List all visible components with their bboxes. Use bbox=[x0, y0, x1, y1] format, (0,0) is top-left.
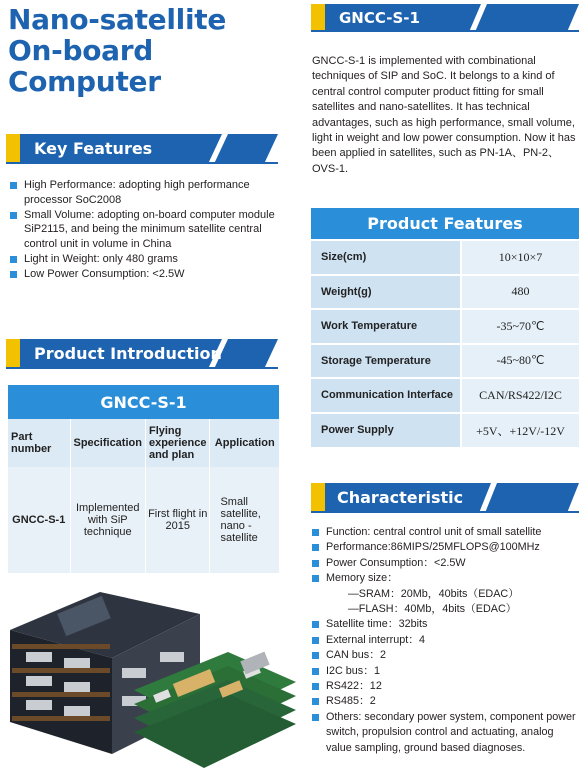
list-item-continuation: value sampling, ground based diagnoses. bbox=[326, 741, 526, 754]
list-item: External interrupt：4 bbox=[312, 633, 586, 648]
table-cell: Small satellite, nano -satellite bbox=[210, 467, 279, 573]
section-heading: Product Introduction bbox=[34, 344, 222, 363]
feature-key: Size(cm) bbox=[311, 240, 461, 275]
title-line: Computer bbox=[8, 65, 161, 98]
section-heading: GNCC-S-1 bbox=[339, 9, 420, 27]
key-features-list bbox=[10, 178, 290, 282]
table-caption: GNCC-S-1 bbox=[8, 385, 279, 419]
list-item: Memory size： bbox=[312, 571, 586, 586]
feature-value: -35~70℃ bbox=[461, 309, 579, 344]
list-item: Low Power Consumption: <2.5W bbox=[10, 267, 290, 282]
list-subitem: —FLASH：40Mb，4bits（EDAC） bbox=[348, 603, 517, 616]
table-row bbox=[311, 309, 579, 344]
product-introduction-table bbox=[8, 385, 279, 573]
feature-value: CAN/RS422/I2C bbox=[461, 378, 579, 413]
feature-value: +5V、+12V/-12V bbox=[461, 413, 579, 448]
feature-key: Communication Interface bbox=[311, 378, 461, 413]
table-cell: Implemented with SiP technique bbox=[70, 467, 145, 573]
table-row bbox=[311, 378, 579, 413]
section-heading: Characteristic bbox=[337, 488, 464, 507]
feature-key: Weight(g) bbox=[311, 275, 461, 310]
list-item: Function: central control unit of small satellite bbox=[312, 525, 586, 540]
list-item: CAN bus：2 bbox=[312, 648, 586, 663]
product-photo bbox=[4, 572, 300, 777]
list-item-continuation: switch, propulsion control and actuating, analog bbox=[326, 726, 554, 739]
column-header: Part number bbox=[8, 419, 70, 467]
feature-value: 480 bbox=[461, 275, 579, 310]
feature-key: Work Temperature bbox=[311, 309, 461, 344]
list-item: RS422：12 bbox=[312, 679, 586, 694]
list-item: processor SoC2008 bbox=[24, 193, 122, 206]
feature-value: 10×10×7 bbox=[461, 240, 579, 275]
table-row bbox=[8, 467, 279, 573]
table-row bbox=[311, 240, 579, 275]
feature-value: -45~80℃ bbox=[461, 344, 579, 379]
key-features-banner bbox=[6, 134, 278, 164]
list-item: Satellite time：32bits bbox=[312, 617, 586, 632]
list-item: High Performance: adopting high performance bbox=[10, 178, 290, 193]
product-introduction-banner bbox=[6, 339, 278, 369]
table-row bbox=[311, 413, 579, 448]
list-subitem: —SRAM：20Mb，40bits（EDAC） bbox=[348, 587, 519, 600]
table-cell: First flight in 2015 bbox=[145, 467, 209, 573]
list-item: RS485：2 bbox=[312, 694, 586, 709]
table-header-row bbox=[8, 419, 279, 467]
list-item: Light in Weight: only 480 grams bbox=[10, 252, 290, 267]
characteristic-banner bbox=[311, 483, 579, 513]
list-item: control unit in volume in China bbox=[24, 238, 172, 251]
column-header: Flying experience and plan bbox=[145, 419, 209, 467]
list-item: I2C bus：1 bbox=[312, 664, 586, 679]
title-line: Nano-satellite bbox=[8, 3, 227, 36]
table-cell: GNCC-S-1 bbox=[8, 467, 70, 573]
product-features-table bbox=[311, 208, 579, 447]
table-caption: Product Features bbox=[311, 208, 579, 240]
list-item: Power Consumption：<2.5W bbox=[312, 556, 586, 571]
column-header: Application bbox=[210, 419, 279, 467]
list-item: Performance:86MIPS/25MFLOPS@100MHz bbox=[312, 540, 586, 555]
feature-key: Storage Temperature bbox=[311, 344, 461, 379]
page-title bbox=[8, 4, 288, 97]
table-row bbox=[311, 275, 579, 310]
list-item: Small Volume: adopting on-board computer module bbox=[10, 208, 290, 223]
characteristic-list bbox=[312, 525, 586, 756]
column-header: Specification bbox=[70, 419, 145, 467]
title-line: On-board bbox=[8, 34, 153, 67]
feature-key: Power Supply bbox=[311, 413, 461, 448]
section-heading: Key Features bbox=[34, 139, 153, 158]
list-item: Others: secondary power system, component power bbox=[312, 710, 586, 725]
list-item: SiP2115, and being the minimum satellite central bbox=[24, 223, 262, 236]
table-row bbox=[311, 344, 579, 379]
gncc-banner bbox=[311, 4, 579, 32]
gncc-description: GNCC-S-1 is implemented with combinational techniques of SIP and SoC. It belongs to a kind of central control computer product fitting for small satellites and nano-satellites. It has technical advantages, such as high performance, small volume, light in weight and low power consumption. Now it has been applied in satellites, such as PN-1A、PN-2、 OVS-1. bbox=[312, 55, 576, 175]
